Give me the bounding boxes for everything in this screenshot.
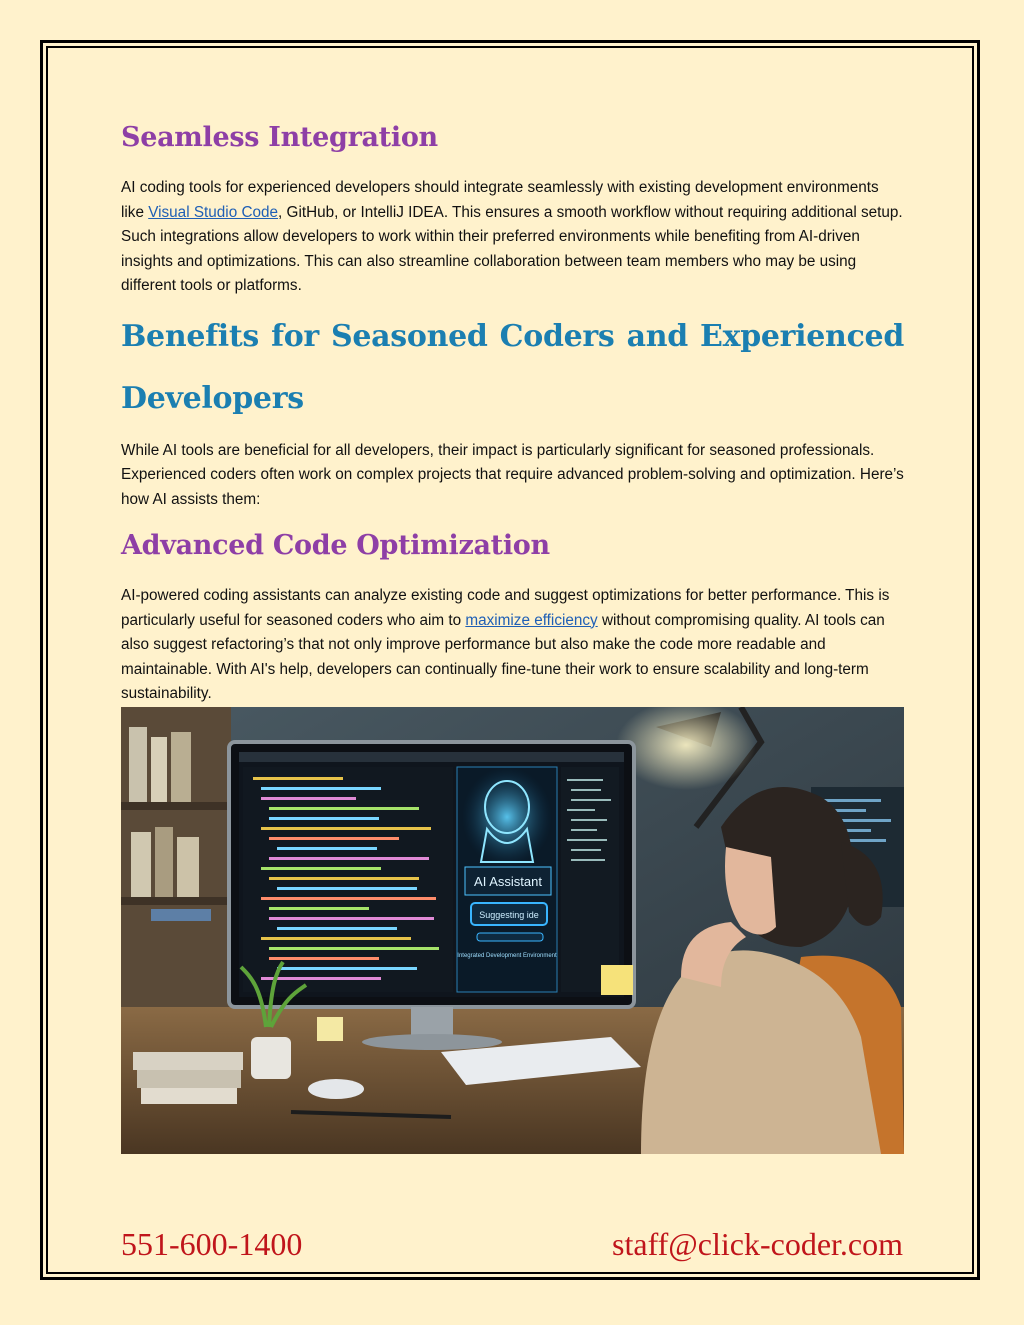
advanced-code-optimization-paragraph bbox=[121, 584, 904, 707]
developer-illustration bbox=[121, 707, 904, 1154]
seamless-integration-paragraph bbox=[121, 176, 904, 299]
benefits-paragraph: While AI tools are beneficial for all developers, their impact is particularly significant for seasoned professionals. Experienced coders often work on complex projects that require advanced problem-solving and optimization. Here’s how AI assists them: bbox=[121, 441, 904, 508]
mouse bbox=[308, 1079, 364, 1099]
seamless-integration-heading: Seamless Integration bbox=[121, 122, 438, 153]
developer-illustration-svg bbox=[121, 707, 904, 1154]
suggesting-button-label: Suggesting ide bbox=[479, 910, 539, 920]
paragraph-text: without compromising quality. AI tools can also suggest refactoring’s that not only improve performance but also make the code more readable and maintainable. With AI's help, developers can continually fine-tune their work to ensure scalability and long-term sustainability. bbox=[121, 611, 885, 702]
visual-studio-code-link[interactable]: Visual Studio Code bbox=[148, 203, 279, 221]
ide-label: Integrated Development Environment bbox=[457, 953, 557, 959]
benefits-heading: Benefits for Seasoned Coders and Experienced Developers bbox=[121, 318, 904, 416]
file-tree-panel bbox=[561, 767, 619, 992]
advanced-code-optimization-heading: Advanced Code Optimization bbox=[121, 530, 550, 561]
paragraph-text: AI coding tools for experienced developers should integrate seamlessly with existing development environments like bbox=[121, 179, 879, 221]
bookshelf bbox=[121, 707, 231, 1007]
footer-phone[interactable]: 551-600-1400 bbox=[121, 1226, 303, 1262]
books-stack bbox=[133, 1052, 243, 1104]
ai-assistant-title: AI Assistant bbox=[474, 874, 542, 889]
footer-email[interactable]: staff@click-coder.com bbox=[612, 1226, 903, 1262]
ai-assistant-panel bbox=[457, 767, 557, 992]
monitor bbox=[229, 742, 634, 1050]
code-panel bbox=[243, 767, 453, 992]
paragraph-text: AI-powered coding assistants can analyze existing code and suggest optimizations for better performance. This is particularly useful for seasoned coders who aim to bbox=[121, 587, 890, 629]
article-body bbox=[121, 118, 904, 707]
maximize-efficiency-link[interactable]: maximize efficiency bbox=[465, 611, 598, 629]
paragraph-text: , GitHub, or IntelliJ IDEA. This ensures a smooth workflow without requiring additional setup. Such integrations allow developers to work within their preferred environments while benefiting from AI-driven insights and optimizations. This can also streamline collaboration between team members who may be using different tools or platforms. bbox=[121, 203, 903, 294]
